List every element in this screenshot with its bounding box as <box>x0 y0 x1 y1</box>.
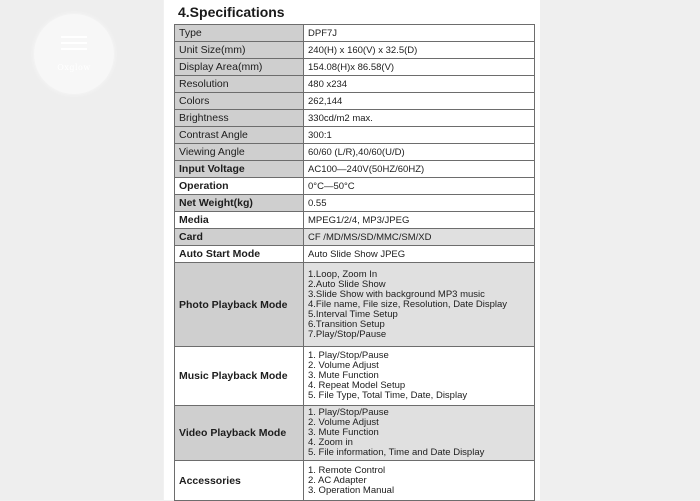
spec-row-media <box>175 212 535 229</box>
spec-row-photo-playback-mode <box>175 263 535 347</box>
spec-value-line: 1. Play/Stop/Pause <box>308 407 389 418</box>
spec-row-accessories <box>175 461 535 501</box>
spec-row-video-playback-mode <box>175 406 535 461</box>
spec-value-line: 1. Play/Stop/Pause <box>308 350 389 361</box>
spec-label: Media <box>175 212 304 229</box>
spec-value: CF /MD/MS/SD/MMC/SM/XD <box>304 229 535 246</box>
document-page <box>164 0 540 500</box>
spec-label: Viewing Angle <box>175 144 304 161</box>
spec-row-net-weight <box>175 195 535 212</box>
spec-label: Operation <box>175 178 304 195</box>
hamburger-icon <box>61 36 87 54</box>
spec-label: Accessories <box>175 461 304 501</box>
spec-label: Video Playback Mode <box>175 406 304 461</box>
spec-value-line: 7.Play/Stop/Pause <box>308 328 387 340</box>
spec-label: Contrast Angle <box>175 127 304 144</box>
spec-value: 154.08(H)x 86.58(V) <box>304 59 535 76</box>
spec-value <box>304 406 535 461</box>
spec-value: 480 x234 <box>304 76 535 93</box>
spec-label: Resolution <box>175 76 304 93</box>
spec-value <box>304 461 535 501</box>
spec-row-operation <box>175 178 535 195</box>
spec-label: Unit Size(mm) <box>175 42 304 59</box>
spec-value-line: 5.Interval Time Setup <box>308 308 398 320</box>
spec-row-auto-start-mode <box>175 246 535 263</box>
spec-label: Net Weight(kg) <box>175 195 304 212</box>
spec-value-line: 4. Zoom in <box>308 437 353 448</box>
spec-value: 0°C—50°C <box>304 178 535 195</box>
spec-row-colors <box>175 93 535 110</box>
spec-value-line: 2. AC Adapter <box>308 474 367 486</box>
spec-value: 0.55 <box>304 195 535 212</box>
spec-value: DPF7J <box>304 25 535 42</box>
spec-value-line: 6.Transition Setup <box>308 318 385 330</box>
watermark-logo <box>34 14 114 94</box>
spec-value-line: 4.File name, File size, Resolution, Date Display <box>308 298 508 310</box>
spec-row-music-playback-mode <box>175 347 535 406</box>
spec-label: Card <box>175 229 304 246</box>
spec-value-line: 5. File information, Time and Date Display <box>308 447 485 458</box>
spec-label: Colors <box>175 93 304 110</box>
spec-value-line: 2. Volume Adjust <box>308 360 379 371</box>
spec-value-line: 1.Loop, Zoom In <box>308 268 378 280</box>
spec-label: Auto Start Mode <box>175 246 304 263</box>
spec-row-contrast-angle <box>175 127 535 144</box>
spec-value <box>304 263 535 347</box>
right-page-margin <box>540 0 700 500</box>
spec-row-resolution <box>175 76 535 93</box>
spec-label: Type <box>175 25 304 42</box>
spec-value: AC100—240V(50HZ/60HZ) <box>304 161 535 178</box>
spec-value <box>304 347 535 406</box>
spec-value: MPEG1/2/4, MP3/JPEG <box>304 212 535 229</box>
spec-label: Brightness <box>175 110 304 127</box>
left-page-margin <box>0 0 163 500</box>
specifications-table <box>174 24 535 501</box>
spec-value-line: 3.Slide Show with background MP3 music <box>308 288 485 300</box>
spec-label: Display Area(mm) <box>175 59 304 76</box>
spec-value-line: 3. Mute Function <box>308 370 379 381</box>
spec-label: Music Playback Mode <box>175 347 304 406</box>
spec-row-card <box>175 229 535 246</box>
spec-value-line: 3. Mute Function <box>308 427 379 438</box>
spec-value: 60/60 (L/R),40/60(U/D) <box>304 144 535 161</box>
spec-value-line: 1. Remote Control <box>308 464 386 476</box>
spec-value-line: 5. File Type, Total Time, Date, Display <box>308 390 468 401</box>
spec-value: 330cd/m2 max. <box>304 110 535 127</box>
spec-value-line: 2.Auto Slide Show <box>308 278 386 290</box>
spec-row-type <box>175 25 535 42</box>
spec-row-display-area <box>175 59 535 76</box>
spec-value-line: 3. Operation Manual <box>308 484 395 496</box>
spec-value: Auto Slide Show JPEG <box>304 246 535 263</box>
spec-value: 300:1 <box>304 127 535 144</box>
section-title: 4.Specifications <box>178 4 285 20</box>
spec-row-brightness <box>175 110 535 127</box>
spec-value-line: 4. Repeat Model Setup <box>308 380 406 391</box>
spec-row-unit-size <box>175 42 535 59</box>
spec-label: Input Voltage <box>175 161 304 178</box>
spec-value: 240(H) x 160(V) x 32.5(D) <box>304 42 535 59</box>
spec-row-viewing-angle <box>175 144 535 161</box>
spec-row-input-voltage <box>175 161 535 178</box>
spec-value-line: 2. Volume Adjust <box>308 417 379 428</box>
spec-value: 262,144 <box>304 93 535 110</box>
spec-label: Photo Playback Mode <box>175 263 304 347</box>
watermark-text: Oxglow <box>57 63 91 72</box>
